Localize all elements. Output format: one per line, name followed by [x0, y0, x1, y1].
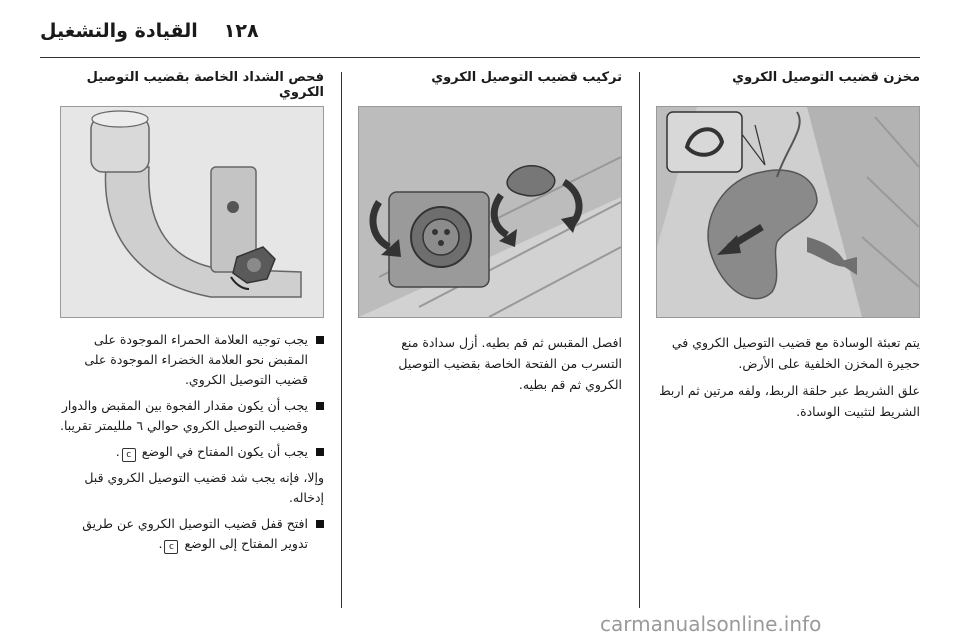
section-fitting — [358, 70, 622, 401]
check-item-end: . — [115, 444, 120, 459]
section-heading: تركيب قضيب التوصيل الكروي — [431, 70, 622, 85]
page-number: ١٢٨ — [223, 20, 259, 42]
section-heading: مخزن قضيب التوصيل الكروي — [732, 70, 920, 85]
check-item-text: افتح قفل قضيب التوصيل الكروي عن طريق تدوير المفتاح إلى الوضع — [82, 516, 308, 551]
fitting-text — [358, 332, 622, 395]
key-position-icon: c — [164, 540, 178, 554]
bullet-square-icon — [316, 448, 324, 456]
check-list — [60, 330, 324, 554]
column-divider-left — [341, 72, 342, 608]
section-storage — [656, 70, 920, 428]
check-item-text: يجب أن يكون مقدار الفجوة بين المقبض والدوار وقضيب التوصيل الكروي حوالي ٦ ملليمتر تقريبا. — [60, 398, 308, 433]
fitting-illustration — [358, 106, 622, 318]
check-item-text: يجب توجيه العلامة الحمراء الموجودة على المقبض نحو العلامة الخضراء الموجودة على قضيب التوصيل الكروي. — [84, 332, 308, 387]
bullet-square-icon — [316, 520, 324, 528]
check-item — [60, 514, 324, 554]
key-position-icon: c — [122, 448, 136, 462]
storage-paragraph: يتم تعبئة الوسادة مع قضيب التوصيل الكروي في حجيرة المخزن الخلفية على الأرض. — [671, 335, 920, 371]
bullet-square-icon — [316, 402, 324, 410]
section-heading: فحص الشداد الخاصة بقضيب التوصيل الكروي — [86, 70, 324, 100]
section-checks — [60, 70, 324, 560]
check-item — [60, 330, 324, 390]
check-item-text: يجب أن يكون المفتاح في الوضع — [141, 444, 308, 459]
check-note-text: وإلا، فإنه يجب شد قضيب التوصيل الكروي قبل إدخاله. — [84, 470, 324, 505]
header-rule — [40, 57, 920, 58]
storage-text — [656, 332, 920, 422]
watermark: carmanualsonline.info — [600, 612, 822, 636]
check-item — [60, 442, 324, 462]
column-divider-right — [639, 72, 640, 608]
check-note — [60, 468, 324, 508]
tow-bar-illustration — [60, 106, 324, 318]
page-header — [40, 10, 920, 52]
storage-illustration — [656, 106, 920, 318]
check-item-end: . — [158, 536, 163, 551]
storage-paragraph: علق الشريط عبر حلقة الربط، ولفه مرتين ثم اربط الشريط لتثبيت الوسادة. — [659, 383, 920, 419]
bullet-square-icon — [316, 336, 324, 344]
chapter-title: القيادة والتشغيل — [40, 20, 198, 42]
check-item — [60, 396, 324, 436]
fitting-paragraph: افصل المقبس ثم قم بطيه. أزل سدادة منع التسرب من الفتحة الخاصة بقضيب التوصيل الكروي ثم قم بطيه. — [398, 335, 622, 392]
